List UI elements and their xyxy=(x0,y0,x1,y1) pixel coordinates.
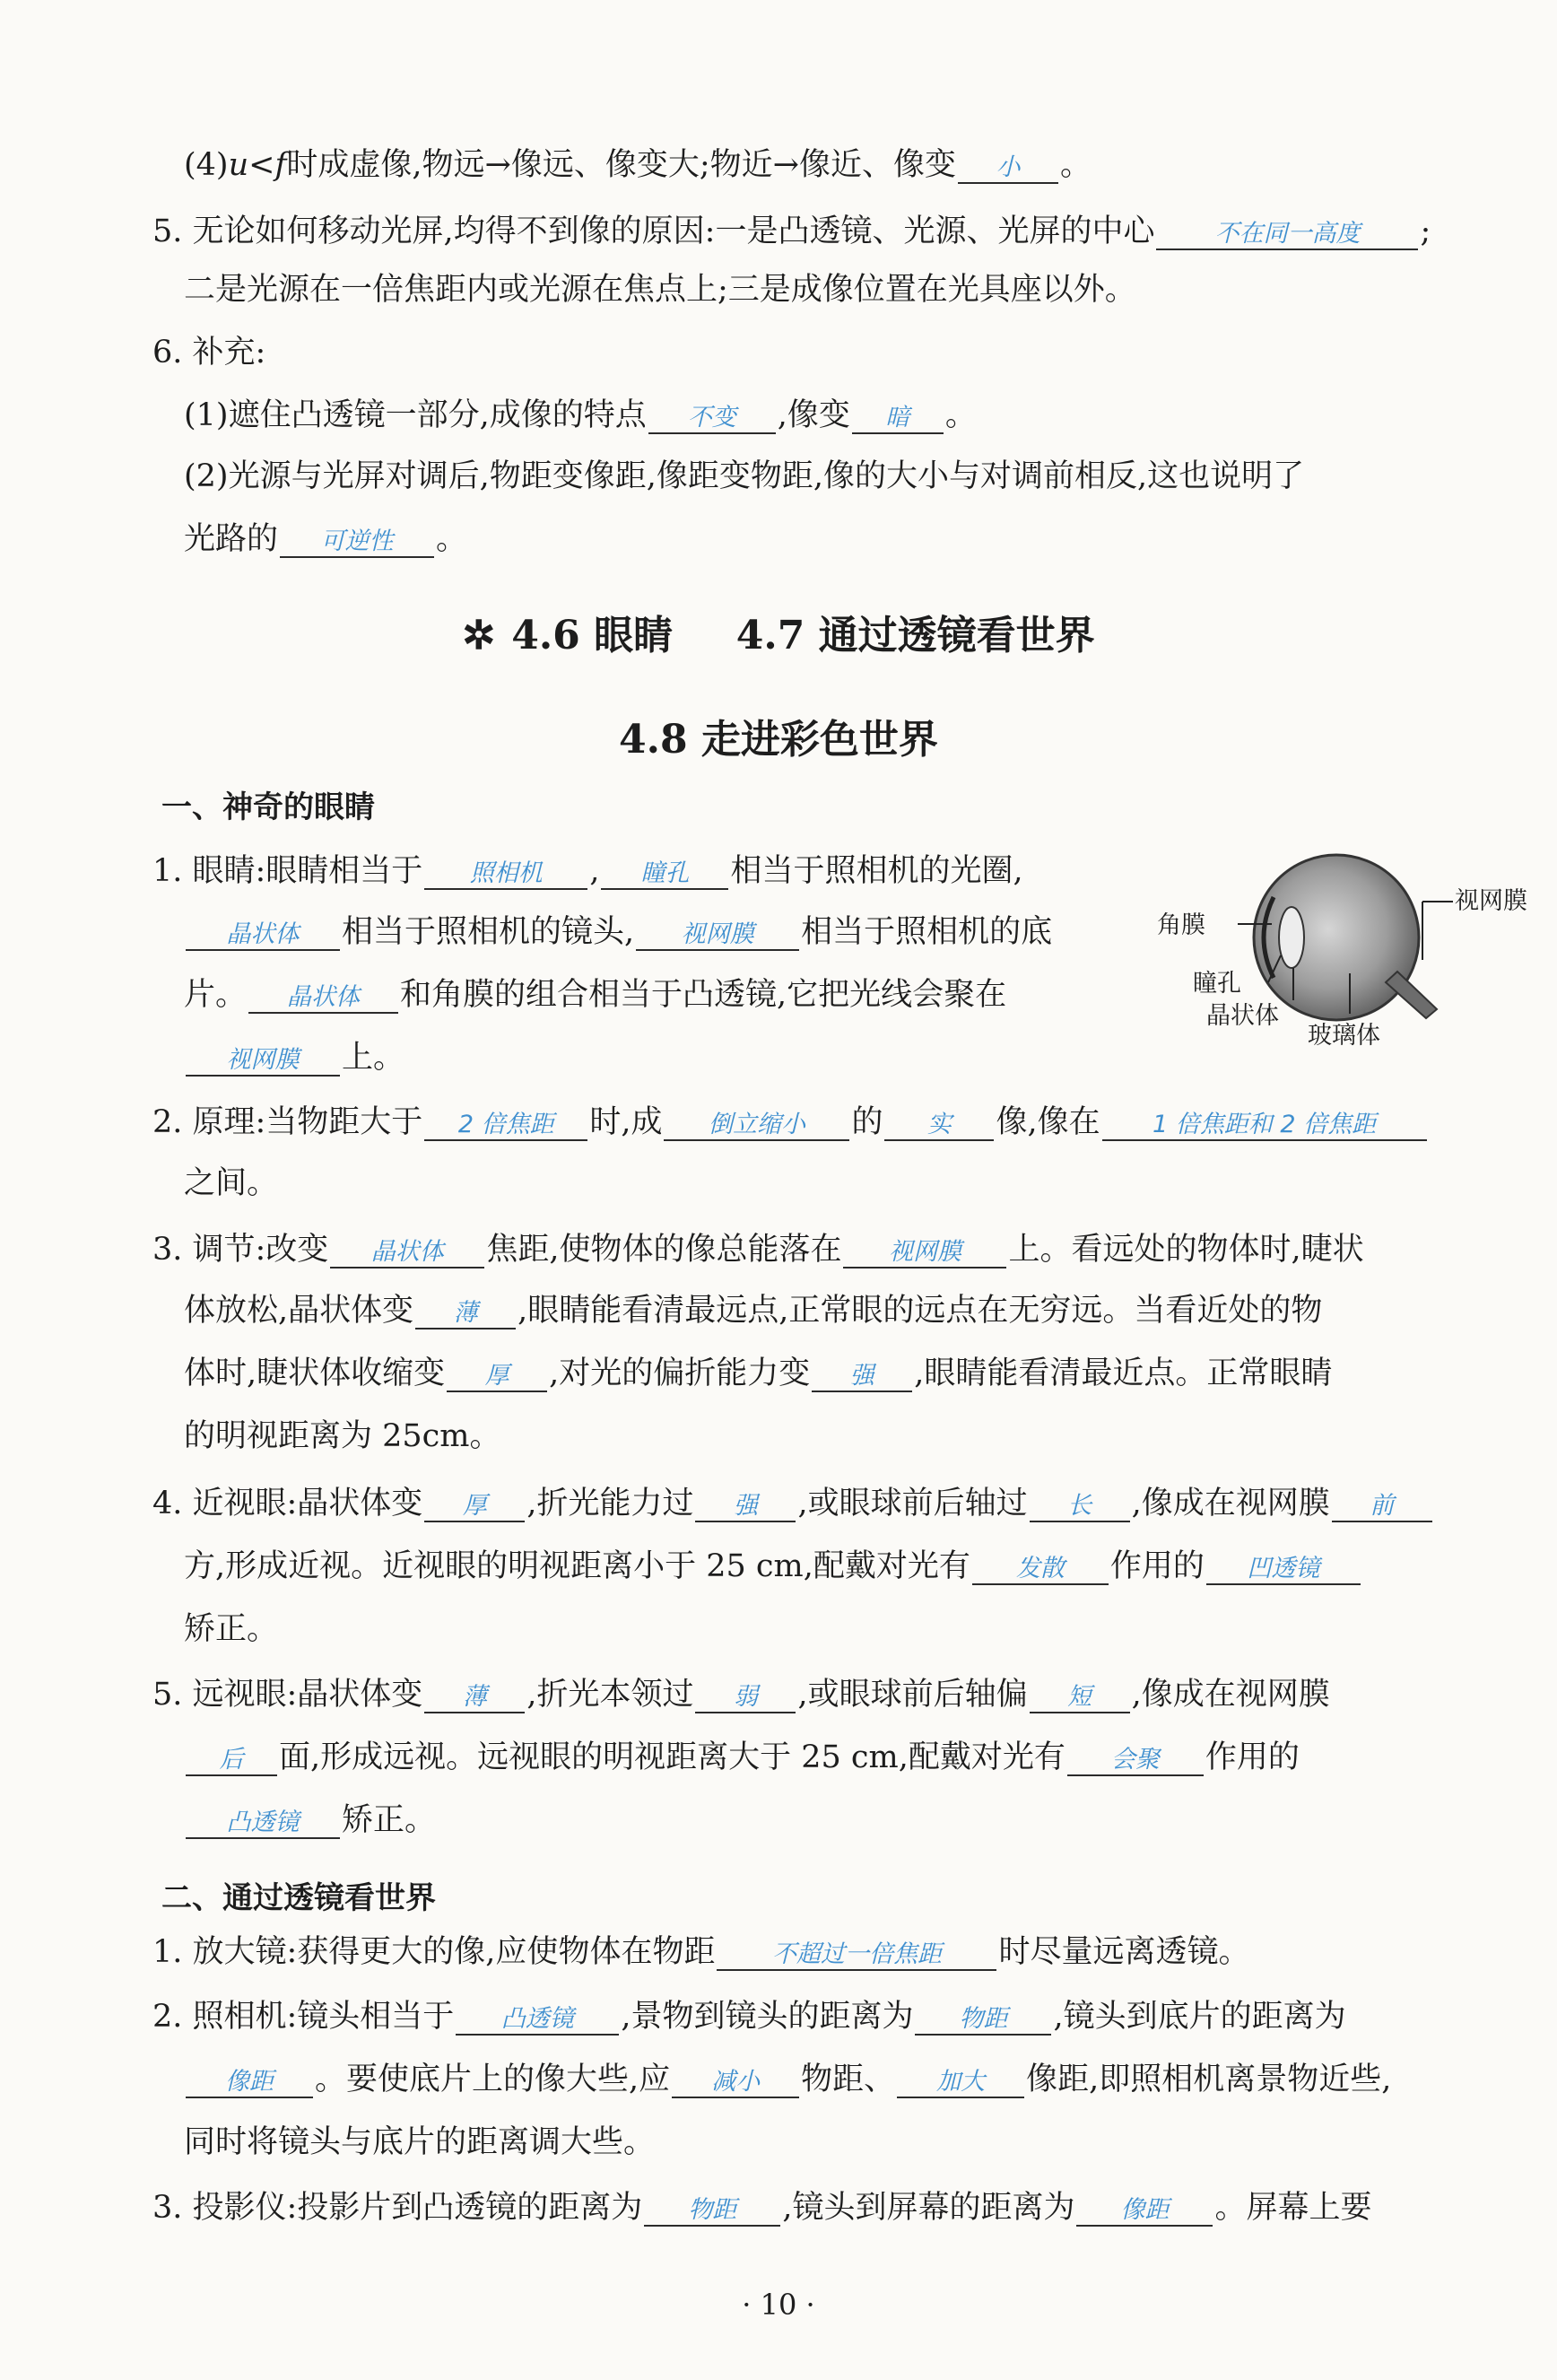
text-line xyxy=(152,1103,1557,1143)
text-segment: 之间。 xyxy=(184,1165,279,1201)
text-segment: 时尽量远离透镜。 xyxy=(998,1934,1250,1970)
label-cornea: 角膜 xyxy=(1157,911,1205,939)
text-segment: ,镜头到底片的距离为 xyxy=(1053,1999,1346,2035)
text-line xyxy=(184,1610,1557,1650)
answer-blank[interactable]: 小 xyxy=(958,153,1058,184)
text-segment: ,像变 xyxy=(777,397,850,433)
text-line xyxy=(184,397,1557,436)
text-segment: 3. 投影仪:投影片到凸透镜的距离为 xyxy=(152,2190,643,2226)
text-segment: ,眼睛能看清最近点。正常眼睛 xyxy=(914,1356,1333,1391)
text-segment: u xyxy=(228,147,249,183)
section-heading-lens-world: 二、通过透镜看世界 xyxy=(161,1880,436,1916)
answer-blank[interactable]: 厚 xyxy=(424,1492,525,1522)
text-segment: (1)遮住凸透镜一部分,成像的特点 xyxy=(184,397,647,433)
text-segment: 和角膜的组合相当于凸透镜,它把光线会聚在 xyxy=(400,977,1007,1013)
title-number: 4.7 xyxy=(735,613,805,658)
text-segment: 方,形成近视。近视眼的明视距离小于 25 cm,配戴对光有 xyxy=(184,1548,970,1584)
title-text: 通过透镜看世界 xyxy=(818,613,1095,658)
flower-ornament-icon: ✲ xyxy=(462,613,496,658)
label-pupil: 瞳孔 xyxy=(1193,970,1241,998)
text-line xyxy=(184,520,1557,560)
text-segment: ,对光的偏折能力变 xyxy=(549,1356,811,1391)
text-segment: ,眼睛能看清最远点,正常眼的远点在无穷远。当看近处的物 xyxy=(518,1293,1323,1329)
title-text: 眼睛 xyxy=(594,613,674,658)
page-number: · 10 · xyxy=(742,2288,815,2322)
text-segment: 矫正。 xyxy=(184,1611,279,1647)
answer-blank[interactable]: 物距 xyxy=(644,2196,780,2227)
text-segment: 作用的 xyxy=(1109,1548,1205,1584)
text-line xyxy=(184,1547,1557,1587)
text-segment: 时成虚像,物远→像远、像变大;物近→像近、像变 xyxy=(286,147,956,183)
answer-blank[interactable]: 可逆性 xyxy=(280,527,434,558)
answer-blank[interactable]: 不超过一倍焦距 xyxy=(717,1940,996,1971)
text-segment: 。要使底片上的像大些,应 xyxy=(315,2062,671,2097)
text-segment: 2. 照相机:镜头相当于 xyxy=(152,1999,455,2035)
text-segment: < xyxy=(248,147,275,183)
chapter-title-4-8 xyxy=(0,707,1557,764)
text-segment: 体时,睫状体收缩变 xyxy=(184,1356,446,1391)
answer-blank[interactable]: 凹透镜 xyxy=(1206,1555,1361,1585)
text-segment: ,像成在视网膜 xyxy=(1131,1486,1330,1521)
text-segment: 上。 xyxy=(342,1040,405,1076)
lens-shape xyxy=(1279,907,1304,968)
text-line xyxy=(184,271,1557,310)
text-line xyxy=(152,334,1557,373)
text-segment: 2. 原理:当物距大于 xyxy=(152,1104,423,1140)
text-segment: ,折光本领过 xyxy=(526,1677,694,1713)
text-line xyxy=(152,1933,1557,1973)
label-vitreous: 玻璃体 xyxy=(1308,1022,1380,1050)
text-segment: 上。看远处的物体时,睫状 xyxy=(1008,1232,1364,1268)
text-segment: 。 xyxy=(436,521,468,557)
chapter-title-4-6-4-7 xyxy=(0,603,1557,660)
text-segment: 矫正。 xyxy=(342,1802,437,1838)
answer-blank[interactable]: 发散 xyxy=(972,1555,1109,1585)
text-line xyxy=(184,1292,1557,1331)
text-segment: ,或眼球前后轴偏 xyxy=(797,1677,1028,1713)
label-retina: 视网膜 xyxy=(1455,887,1527,915)
text-segment: 光路的 xyxy=(184,521,279,557)
answer-blank[interactable]: 前 xyxy=(1332,1492,1432,1522)
text-segment: 。屏幕上要 xyxy=(1214,2190,1372,2226)
answer-blank[interactable]: 强 xyxy=(695,1492,796,1522)
text-segment: ,或眼球前后轴过 xyxy=(797,1486,1028,1521)
answer-blank[interactable]: 晶状体 xyxy=(186,920,340,951)
text-segment: 像,像在 xyxy=(996,1104,1100,1140)
text-segment: , xyxy=(589,853,600,889)
text-segment: 面,形成远视。远视眼的明视距离大于 25 cm,配戴对光有 xyxy=(279,1739,1066,1775)
answer-blank[interactable]: 暗 xyxy=(852,404,944,434)
answer-blank[interactable]: 2 倍焦距 xyxy=(424,1111,587,1141)
text-line xyxy=(184,1164,1557,1204)
text-segment: (2)光源与光屏对调后,物距变像距,像距变物距,像的大小与对调前相反,这也说明了 xyxy=(184,458,1305,494)
text-line xyxy=(152,1485,1557,1524)
text-segment: ,镜头到屏幕的距离为 xyxy=(782,2190,1075,2226)
text-line xyxy=(152,2189,1557,2228)
answer-blank[interactable]: 强 xyxy=(812,1362,912,1392)
text-segment: 体放松,晶状体变 xyxy=(184,1293,414,1329)
section-heading-eye: 一、神奇的眼睛 xyxy=(161,789,375,825)
answer-blank[interactable]: 晶状体 xyxy=(330,1238,484,1268)
text-segment: 物距、 xyxy=(801,2062,896,2097)
text-segment: 相当于照相机的底 xyxy=(801,914,1053,950)
label-lens: 晶状体 xyxy=(1206,1002,1279,1030)
text-line xyxy=(184,1417,1557,1457)
text-line xyxy=(152,213,1557,252)
title-number: 4.6 xyxy=(511,613,580,658)
answer-blank[interactable]: 凸透镜 xyxy=(456,2005,619,2036)
text-line xyxy=(184,1801,1557,1841)
text-segment: 像距,即照相机离景物近些, xyxy=(1026,2062,1392,2097)
text-segment: 3. 调节:改变 xyxy=(152,1232,329,1268)
answer-blank[interactable]: 晶状体 xyxy=(248,983,398,1014)
answer-blank[interactable]: 不在同一高度 xyxy=(1156,220,1418,250)
answer-blank[interactable]: 物距 xyxy=(915,2005,1051,2036)
text-segment: 相当于照相机的镜头, xyxy=(342,914,635,950)
text-segment: ; xyxy=(1420,214,1431,249)
text-segment: 同时将镜头与底片的距离调大些。 xyxy=(184,2124,656,2160)
text-segment: 5. 无论如何移动光屏,均得不到像的原因:一是凸透镜、光源、光屏的中心 xyxy=(152,214,1155,249)
text-segment: 1. 眼睛:眼睛相当于 xyxy=(152,853,423,889)
answer-blank[interactable]: 短 xyxy=(1030,1683,1130,1713)
answer-blank[interactable]: 像距 xyxy=(186,2068,313,2098)
answer-blank[interactable]: 瞳孔 xyxy=(601,859,728,890)
answer-blank[interactable]: 实 xyxy=(884,1111,994,1141)
answer-blank[interactable]: 视网膜 xyxy=(636,920,799,951)
text-line xyxy=(152,1676,1557,1715)
text-segment: 时,成 xyxy=(589,1104,663,1140)
answer-blank[interactable]: 倒立缩小 xyxy=(664,1111,849,1141)
text-segment: 。 xyxy=(1060,147,1092,183)
text-line xyxy=(184,1355,1557,1394)
text-segment: 二是光源在一倍焦距内或光源在焦点上;三是成像位置在光具座以外。 xyxy=(184,272,1136,308)
text-segment: 作用的 xyxy=(1205,1739,1300,1775)
text-segment: ,像成在视网膜 xyxy=(1131,1677,1330,1713)
text-segment: ,景物到镜头的距离为 xyxy=(621,1999,914,2035)
answer-blank[interactable]: 会聚 xyxy=(1067,1746,1204,1776)
text-line xyxy=(184,2123,1557,2163)
answer-blank[interactable]: 加大 xyxy=(897,2068,1024,2098)
text-segment: 相当于照相机的光圈, xyxy=(730,853,1023,889)
text-line xyxy=(184,458,1557,497)
text-segment: 片。 xyxy=(184,977,248,1013)
text-line xyxy=(152,1998,1557,2037)
answer-blank[interactable]: 视网膜 xyxy=(843,1238,1006,1268)
text-segment: 5. 远视眼:晶状体变 xyxy=(152,1677,423,1713)
text-line xyxy=(184,2061,1557,2100)
answer-blank[interactable]: 薄 xyxy=(415,1299,516,1329)
text-segment: f xyxy=(274,147,287,183)
answer-blank[interactable]: 像距 xyxy=(1076,2196,1213,2227)
title-number: 4.8 xyxy=(619,717,688,763)
answer-blank[interactable]: 长 xyxy=(1030,1492,1130,1522)
text-segment: 焦距,使物体的像总能落在 xyxy=(486,1232,842,1268)
answer-blank[interactable]: 凸透镜 xyxy=(186,1809,340,1839)
answer-blank[interactable]: 减小 xyxy=(672,2068,799,2098)
text-segment: 的明视距离为 25cm。 xyxy=(184,1418,501,1454)
answer-blank[interactable]: 后 xyxy=(186,1746,277,1776)
answer-blank[interactable]: 厚 xyxy=(447,1362,547,1392)
text-line xyxy=(184,1739,1557,1778)
answer-blank[interactable]: 弱 xyxy=(695,1683,796,1713)
answer-blank[interactable]: 照相机 xyxy=(424,859,587,890)
text-segment: 6. 补充: xyxy=(152,335,266,371)
answer-blank[interactable]: 1 倍焦距和 2 倍焦距 xyxy=(1102,1111,1427,1141)
answer-blank[interactable]: 视网膜 xyxy=(186,1046,340,1077)
text-line xyxy=(152,1231,1557,1270)
text-segment: 的 xyxy=(851,1104,883,1140)
eye-diagram xyxy=(1157,848,1527,1054)
text-line xyxy=(184,146,1557,186)
title-text: 走进彩色世界 xyxy=(700,717,938,763)
text-segment: 4. 近视眼:晶状体变 xyxy=(152,1486,423,1521)
text-segment: 1. 放大镜:获得更大的像,应使物体在物距 xyxy=(152,1934,716,1970)
answer-blank[interactable]: 薄 xyxy=(424,1683,525,1713)
text-segment: 。 xyxy=(944,397,977,433)
text-segment: ,折光能力过 xyxy=(526,1486,694,1521)
answer-blank[interactable]: 不变 xyxy=(648,404,776,434)
text-segment: (4) xyxy=(184,147,229,183)
